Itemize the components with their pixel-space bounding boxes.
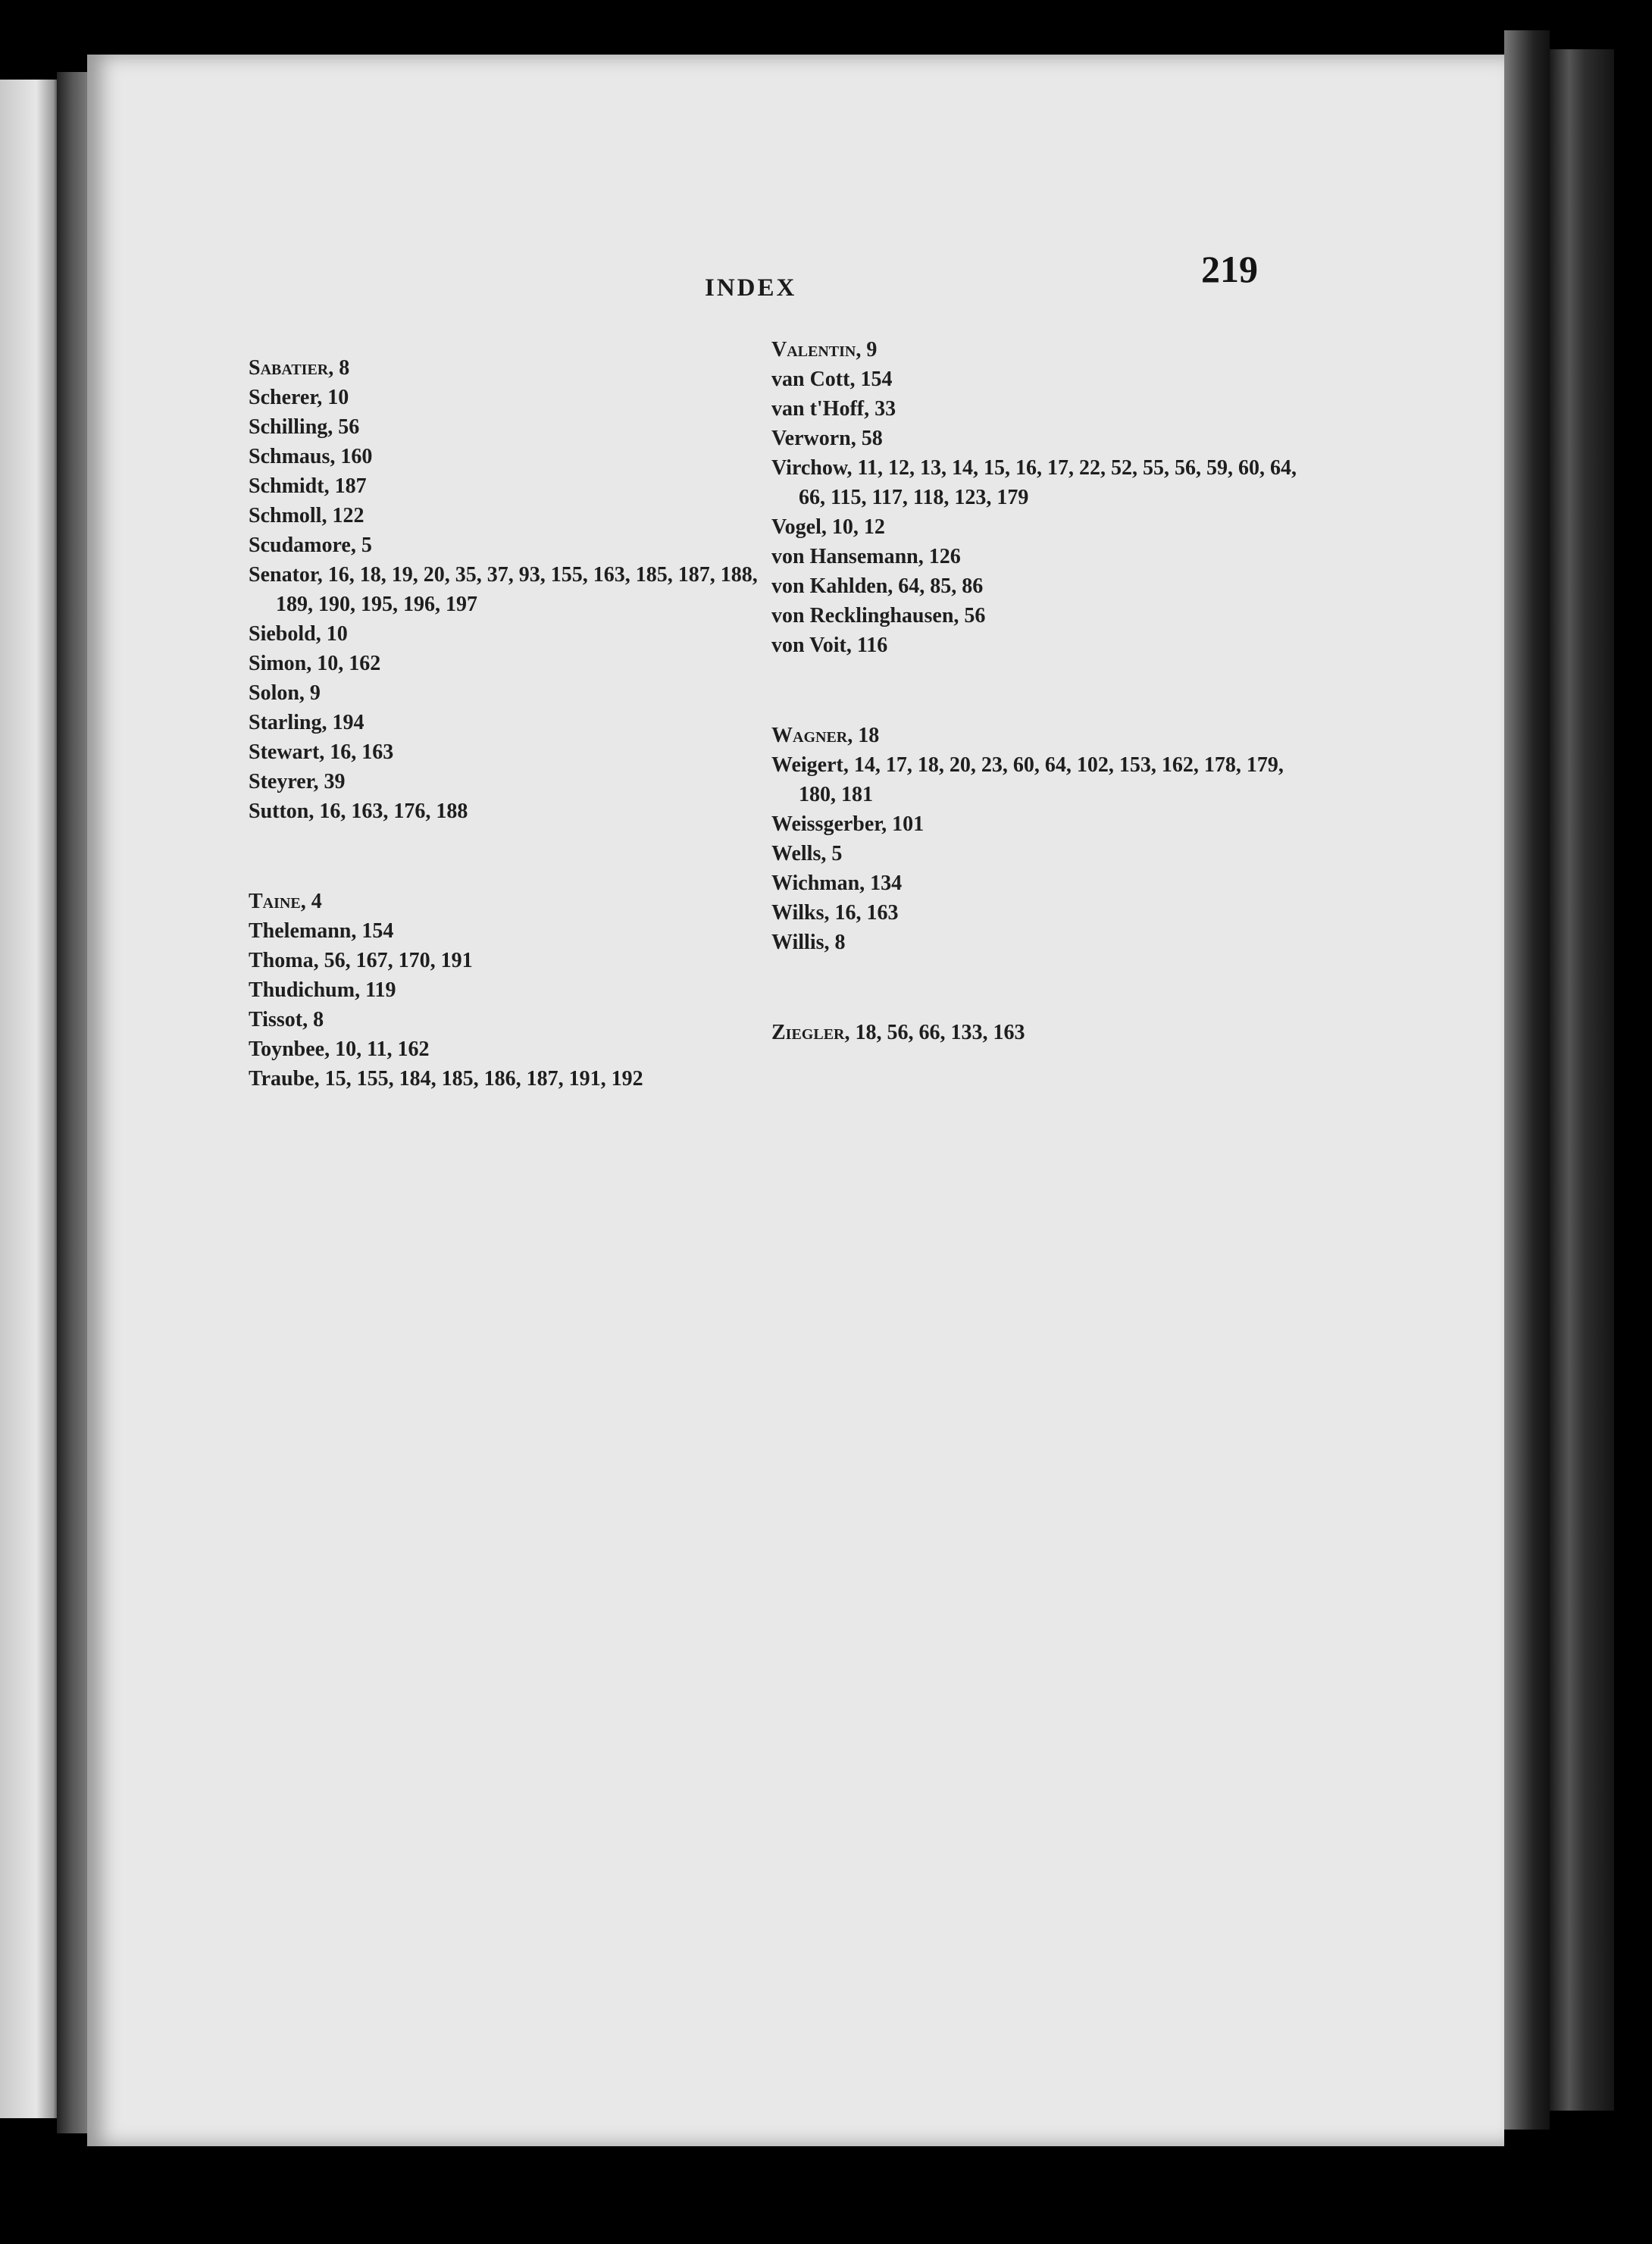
index-entry: Solon, 9: [249, 681, 321, 705]
index-entry: Senator, 16, 18, 19, 20, 35, 37, 93, 155, 163, 185, 187, 188, 189, 190, 195, 196, 197: [249, 563, 758, 616]
index-entry: Wells, 5: [771, 842, 843, 865]
index-entry: Toynbee, 10, 11, 162: [249, 1037, 430, 1061]
index-entry: Taine, 4: [249, 890, 322, 913]
index-entry: Willis, 8: [771, 931, 846, 954]
index-entry: Simon, 10, 162: [249, 652, 381, 675]
index-entry: van Cott, 154: [771, 368, 893, 391]
index-entry: Wichman, 134: [771, 872, 903, 895]
page-number: 219: [1201, 248, 1258, 290]
index-entry: von Hansemann, 126: [771, 545, 961, 568]
index-head-word: Taine: [249, 890, 301, 913]
index-section-v: [771, 335, 1302, 660]
book-cover-edge: [1550, 49, 1614, 2111]
index-entry: Weigert, 14, 17, 18, 20, 23, 60, 64, 102, 153, 162, 178, 179, 180, 181: [771, 753, 1284, 806]
index-column-right: [771, 335, 1302, 1047]
index-entry: Starling, 194: [249, 711, 365, 734]
index-entry: Ziegler, 18, 56, 66, 133, 163: [771, 1021, 1025, 1044]
index-head-word: Wagner: [771, 724, 848, 747]
index-entry: Schmaus, 160: [249, 445, 373, 468]
index-entry: Scudamore, 5: [249, 534, 372, 557]
index-entry: Siebold, 10: [249, 622, 348, 646]
book-edge: [1504, 30, 1550, 2130]
left-page-edge: [0, 80, 61, 2118]
index-entry: Traube, 15, 155, 184, 185, 186, 187, 191, 192: [249, 1067, 643, 1091]
index-entry: Schilling, 56: [249, 415, 360, 439]
index-entry: Thudichum, 119: [249, 978, 396, 1002]
index-entry: Wagner, 18: [771, 724, 880, 747]
index-entry: von Kahlden, 64, 85, 86: [771, 574, 984, 598]
index-section-s: [249, 353, 771, 826]
index-entry: Virchow, 11, 12, 13, 14, 15, 16, 17, 22, 52, 55, 56, 59, 60, 64, 66, 115, 117, 118, 123, 179: [771, 456, 1297, 509]
index-entry: von Recklinghausen, 56: [771, 604, 986, 628]
index-entry: Wilks, 16, 163: [771, 901, 899, 925]
index-head-word: Sabatier: [249, 356, 329, 380]
index-entry: Scherer, 10: [249, 386, 349, 409]
index-entry: Verworn, 58: [771, 427, 883, 450]
index-entry: Weissgerber, 101: [771, 812, 925, 836]
index-entry: Thelemann, 154: [249, 919, 394, 943]
index-entry: Tissot, 8: [249, 1008, 324, 1031]
index-entry: Steyrer, 39: [249, 770, 346, 793]
index-entry: Valentin, 9: [771, 338, 878, 361]
index-entry: Schmoll, 122: [249, 504, 365, 527]
index-entry: Thoma, 56, 167, 170, 191: [249, 949, 473, 972]
index-entry: Schmidt, 187: [249, 474, 367, 498]
index-column-left: [249, 353, 771, 1094]
index-entry: Sabatier, 8: [249, 356, 350, 380]
page-title: INDEX: [705, 274, 797, 302]
index-section-w: [771, 721, 1302, 957]
index-entry: Sutton, 16, 163, 176, 188: [249, 800, 468, 823]
index-section-z: [771, 1018, 1302, 1047]
index-head-word: Ziegler: [771, 1021, 845, 1044]
index-entry: van t'Hoff, 33: [771, 397, 896, 421]
index-section-t: [249, 887, 771, 1094]
index-head-word: Valentin: [771, 338, 856, 361]
index-entry: von Voit, 116: [771, 634, 888, 657]
index-entry: Vogel, 10, 12: [771, 515, 885, 539]
index-entry: Stewart, 16, 163: [249, 740, 394, 764]
